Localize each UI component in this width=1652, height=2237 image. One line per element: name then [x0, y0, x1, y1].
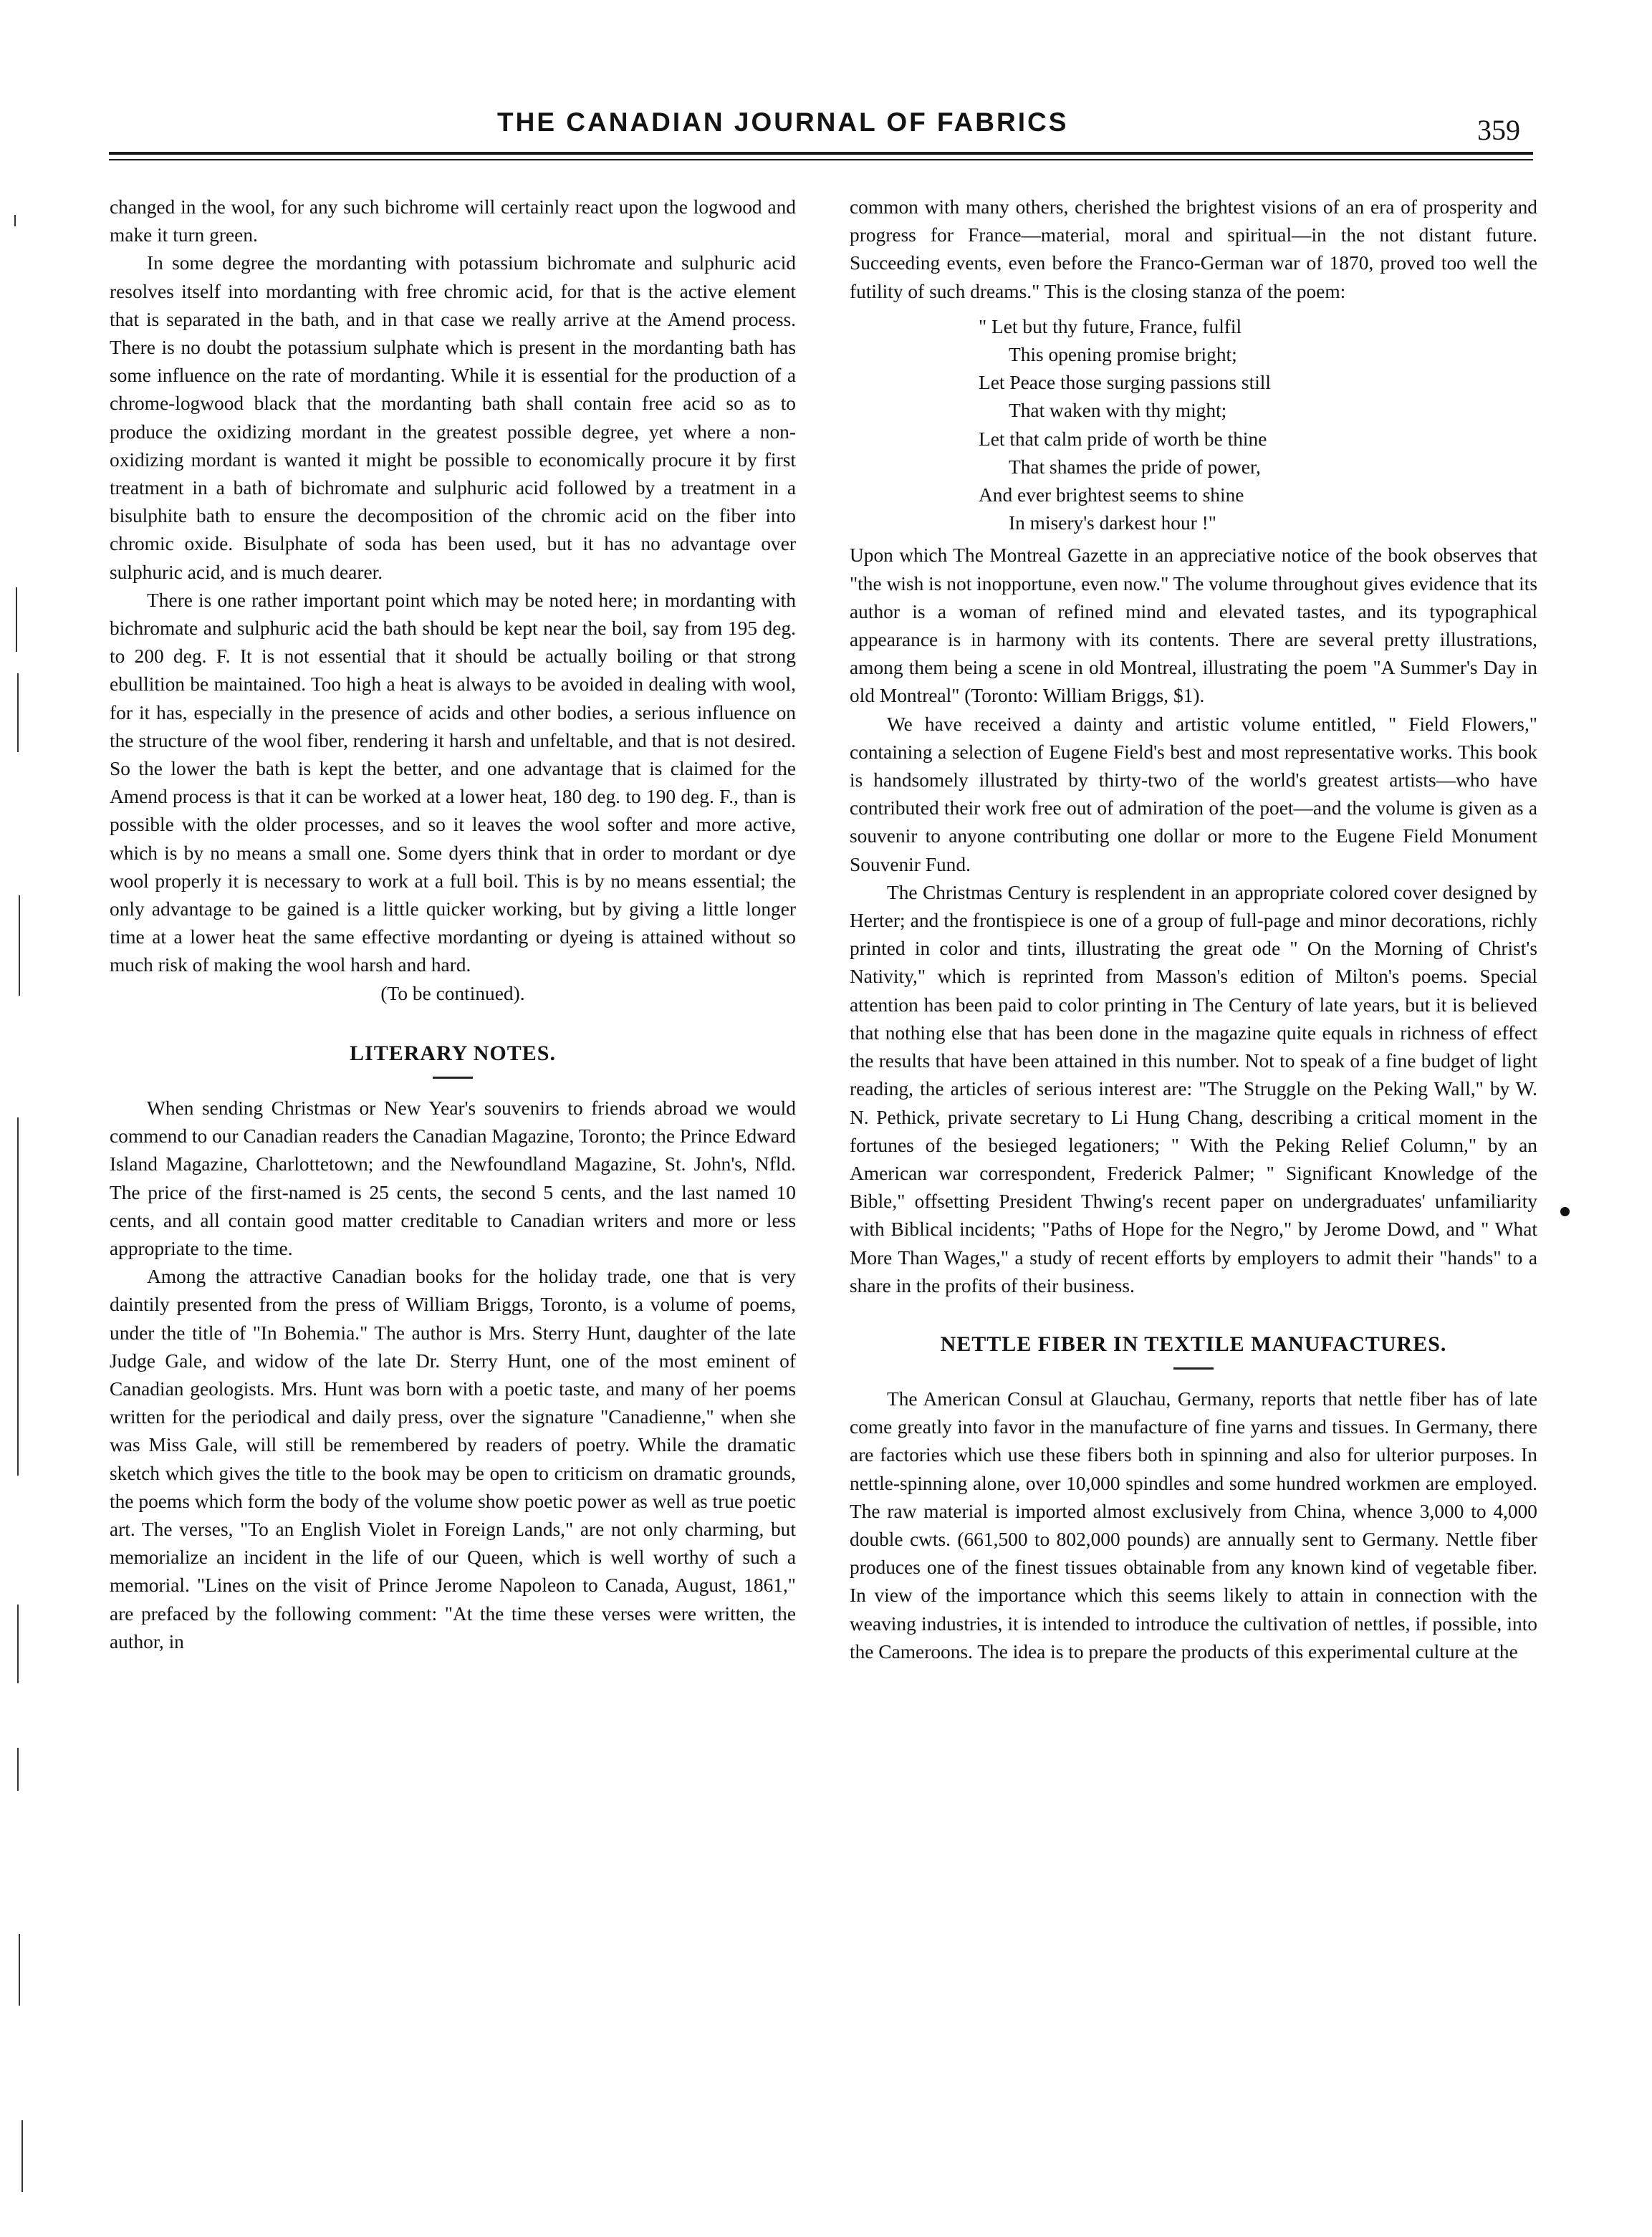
poem-line: Let that calm pride of worth be thine [979, 428, 1267, 450]
poem-line: And ever brightest seems to shine [979, 484, 1244, 506]
margin-mark [17, 673, 19, 752]
article-paragraph: Upon which The Montreal Gazette in an appreciative notice of the book observes that "the wish is not inopportune, even now." The volume throughout gives evidence that its author is a woman of refined mind and elevated tastes, and its typographical appearance is in harmony with its contents. There are several pretty illustrations, among them being a scene in old Montreal, illustrating the poem "A Summer's Day in old Montreal" (Toronto: William Briggs, $1). [850, 544, 1537, 707]
continued-note: (To be continued). [380, 982, 525, 1004]
margin-mark [14, 215, 16, 226]
running-head [0, 107, 1652, 150]
margin-mark [17, 1748, 19, 1791]
margin-mark [16, 587, 17, 652]
margin-mark [21, 2120, 23, 2192]
article-paragraph: We have received a dainty and artistic volume entitled, " Field Flowers," containing a selection of Eugene Field's best and most representative works. This book is handsomely illustrated by thirty-two of the world's greatest artists—who have contributed their work free out of admiration of the poet—and the volume is given as a souvenir to anyone contributing one dollar or more to the Eugene Field Monument Souvenir Fund. [850, 713, 1537, 875]
article-paragraph: There is one rather important point which may be noted here; in mordanting with bichromate and sulphuric acid the bath should be kept near the boil, say from 195 deg. to 200 deg. F. It is not essential that it should be actually boiling or that strong ebullition be maintained. Too high a heat is always to be avoided in dealing with wool, for it has, especially in the presence of acids and other bodies, a serious influence on the structure of the wool fiber, rendering it harsh and unfeltable, and that is not desired. So the lower the bath is kept the better, and one advantage that is claimed for the Amend process is that it can be worked at a lower heat, 180 deg. to 190 deg. F., than is possible with the older processes, and so it leaves the wool softer and more active, which is by no means a small one. Some dyers think that in order to mordant or dye wool properly it is necessary to work at a full boil. This is by no means essential; the only advantage to be gained is a little quicker working, but by giving a little longer time at a lower heat the same effective mordanting or dyeing is attained without so much risk of making the wool harsh and hard. [110, 589, 796, 976]
poem-line: That waken with thy might; [1009, 400, 1227, 422]
poem-line: In misery's darkest hour !" [1009, 512, 1216, 534]
margin-bullet [1560, 1207, 1570, 1216]
margin-mark [19, 1934, 20, 2006]
poem-stanza [979, 313, 1537, 538]
article-paragraph: common with many others, cherished the brightest visions of an era of prosperity and progress for France—material, moral and spiritual—in the not distant future. Succeeding events, even before the Franco-German war of 1870, proved too well the futility of such dreams." This is the closing stanza of the poem: [850, 196, 1537, 302]
heading-rule [1173, 1367, 1214, 1370]
margin-mark [17, 1605, 19, 1683]
right-column [850, 193, 1537, 1666]
literary-notes-heading: LITERARY NOTES. [350, 1041, 556, 1065]
header-rule-thin [109, 159, 1533, 160]
article-paragraph: In some degree the mordanting with potassium bichromate and sulphuric acid resolves itself into mordanting with free chromic acid, for that is the active element that is separated in the bath, and in that case we really arrive at the Amend process. There is no doubt the potassium sulphate which is present in the mordanting bath has some influence on the rate of mordanting. While it is essential for the production of a chrome-logwood black that the mordanting bath shall contain free acid so as to produce the oxidizing mordant in the greatest possible degree, yet where a non-oxidizing mordant is wanted it might be possible to economically procure it by first treatment in a bath of bichromate and sulphuric acid followed by a treatment in a bisulphite bath to ensure the decomposition of the chromic acid on the fiber into chromic oxide. Bisulphate of soda has been used, but it has no advantage over sulphuric acid, and is much dearer. [110, 252, 796, 583]
article-paragraph: changed in the wool, for any such bichrome will certainly react upon the logwood and make it turn green. [110, 196, 796, 246]
nettle-fiber-heading: NETTLE FIBER IN TEXTILE MANUFACTURES. [940, 1332, 1447, 1356]
poem-line: " Let but thy future, France, fulfil [979, 315, 1242, 337]
poem-line: Let Peace those surging passions still [979, 372, 1272, 394]
literary-paragraph: When sending Christmas or New Year's souvenirs to friends abroad we would commend to our Canadian readers the Canadian Magazine, Toronto; the Prince Edward Island Magazine, Charlottetown; and the Newfoundland Magazine, St. John's, Nfld. The price of the first-named is 25 cents, the second 5 cents, and the last named 10 cents, and all contain good matter creditable to Canadian writers and more or less appropriate to the time. [110, 1097, 796, 1259]
page-number: 359 [1477, 114, 1520, 146]
literary-paragraph: Among the attractive Canadian books for the holiday trade, one that is very daintily presented from the press of William Briggs, Toronto, is a volume of poems, under the title of "In Bohemia." The author is Mrs. Sterry Hunt, daughter of the late Judge Gale, and widow of the late Dr. Sterry Hunt, one of the most eminent of Canadian geologists. Mrs. Hunt was born with a poetic taste, and many of her poems written for the periodical and daily press, over the signature "Canadienne," when she was Miss Gale, will still be remembered by readers of poetry. While the dramatic sketch which gives the title to the book may be open to criticism on dramatic grounds, the poems which form the body of the volume show poetic power as well as true poetic art. The verses, "To an English Violet in Foreign Lands," are not only charming, but memorialize an incident in the life of our Queen, which is well worthy of such a memorial. "Lines on the visit of Prince Jerome Napoleon to Canada, August, 1861," are prefaced by the following comment: "At the time these verses were written, the author, in [110, 1266, 796, 1653]
poem-line: This opening promise bright; [1009, 344, 1237, 366]
heading-rule [433, 1077, 473, 1079]
poem-line: That shames the pride of power, [1009, 456, 1261, 478]
margin-mark [19, 895, 20, 996]
left-column [110, 193, 796, 1656]
journal-title: THE CANADIAN JOURNAL OF FABRICS [497, 107, 1069, 137]
header-rule-thick [109, 152, 1533, 155]
article-paragraph: The American Consul at Glauchau, Germany, reports that nettle fiber has of late come greatly into favor in the manufacture of fine yarns and tissues. In Germany, there are factories which use these fibers both in spinning and also for ulterior purposes. In nettle-spinning alone, over 10,000 spindles and some hundred workmen are employed. The raw material is imported almost exclusively from China, whence 3,000 to 4,000 double cwts. (661,500 to 802,000 pounds) are annually sent to Germany. Nettle fiber produces one of the finest tissues obtainable from any known kind of vegetable fiber. In view of the importance which this seems likely to attain in connection with the weaving industries, it is intended to introduce the cultivation of nettles, if possible, into the Cameroons. The idea is to prepare the products of this experimental culture at the [850, 1387, 1537, 1663]
article-paragraph: The Christmas Century is resplendent in an appropriate colored cover designed by Herter; and the frontispiece is one of a group of full-page and minor decorations, richly printed in color and tints, illustrating the great ode " On the Morning of Christ's Nativity," which is reprinted from Masson's edition of Milton's poems. Special attention has been paid to color printing in The Century of late years, but it is believed that nothing else that has been done in the magazine quite equals in richness of effect the results that have been attained in this number. Not to speak of a fine budget of light reading, the articles of serious interest are: "The Struggle on the Peking Wall," by W. N. Pethick, private secretary to Li Hung Chang, describing a critical moment in the fortunes of the besieged legationers; " With the Peking Relief Column," by an American war correspondent, Frederick Palmer; " Significant Knowledge of the Bible," offsetting President Thwing's recent paper on undergraduates' unfamiliarity with Biblical incidents; "Paths of Hope for the Negro," by Jerome Dowd, and " What More Than Wages," a study of recent efforts by employers to admit their "hands" to a share in the profits of their business. [850, 881, 1537, 1297]
margin-mark [17, 1117, 19, 1476]
